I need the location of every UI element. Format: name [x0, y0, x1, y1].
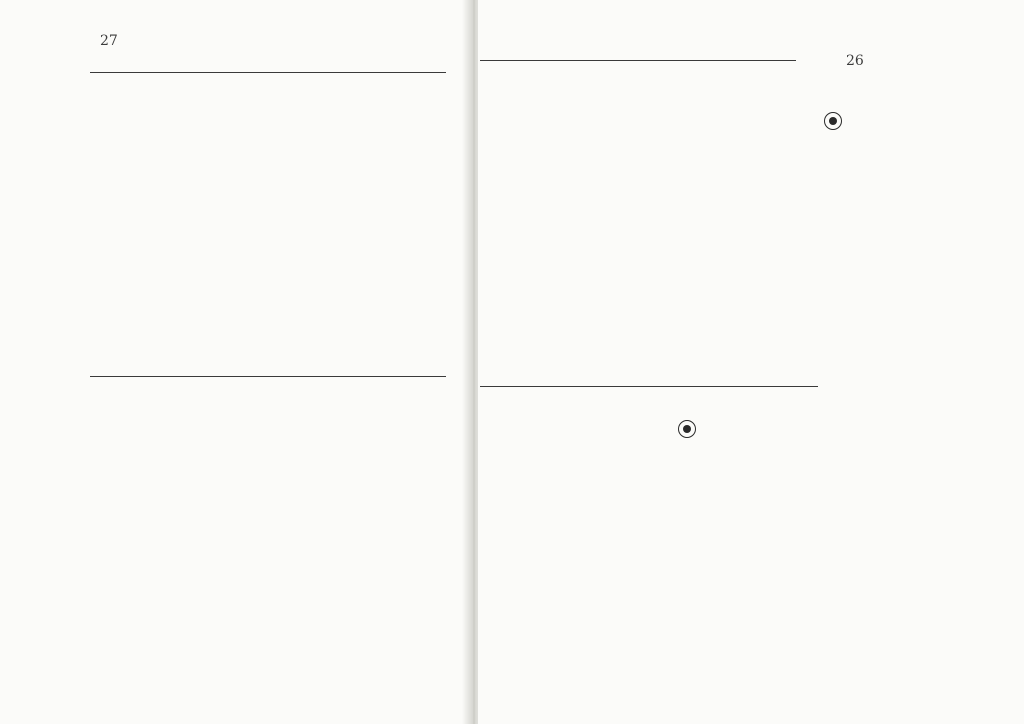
right-page-number: 26	[846, 53, 864, 69]
text-column	[570, 68, 590, 374]
text-column	[420, 392, 440, 692]
text-column	[190, 86, 210, 364]
text-column	[538, 68, 558, 374]
text-column	[298, 86, 318, 364]
text-column	[742, 394, 762, 694]
text-column	[240, 392, 260, 692]
right-page-upper-text-block	[482, 68, 818, 374]
right-page-middle-rule	[480, 386, 818, 387]
text-column	[602, 68, 622, 374]
ruby-column	[414, 86, 422, 364]
text-column	[598, 394, 618, 694]
text-column	[126, 392, 146, 692]
text-column	[348, 392, 368, 692]
text-column	[226, 86, 246, 364]
text-column	[706, 394, 726, 694]
left-page-upper-text-block	[108, 86, 446, 364]
text-column	[426, 86, 446, 364]
text-column	[562, 394, 582, 694]
text-column	[204, 392, 224, 692]
text-column	[730, 68, 750, 374]
text-column	[778, 394, 798, 694]
text-column	[526, 394, 546, 694]
text-column	[384, 392, 404, 692]
text-column	[262, 86, 282, 364]
right-page-top-rule	[480, 60, 796, 61]
text-column	[312, 392, 332, 692]
left-page-top-rule	[90, 72, 446, 73]
text-column	[506, 68, 526, 374]
text-column	[634, 394, 654, 694]
text-column	[670, 394, 690, 694]
text-column	[162, 392, 182, 692]
left-page-lower-text-block	[100, 392, 446, 692]
left-page	[0, 0, 474, 724]
right-page-lower-text-block	[478, 394, 838, 694]
text-column	[490, 394, 510, 694]
text-column	[118, 86, 138, 364]
text-column	[698, 68, 718, 374]
text-column	[634, 68, 654, 374]
text-column	[154, 86, 174, 364]
text-column	[814, 394, 834, 694]
left-page-middle-rule	[90, 376, 446, 377]
text-column	[762, 68, 782, 374]
left-page-number: 27	[100, 33, 118, 49]
text-column	[390, 86, 410, 364]
text-column	[666, 68, 686, 374]
text-column	[794, 68, 814, 374]
text-column	[276, 392, 296, 692]
right-page	[478, 0, 1024, 724]
text-column	[354, 86, 374, 364]
ruby-column	[378, 86, 386, 364]
section-mark-icon	[824, 112, 842, 130]
